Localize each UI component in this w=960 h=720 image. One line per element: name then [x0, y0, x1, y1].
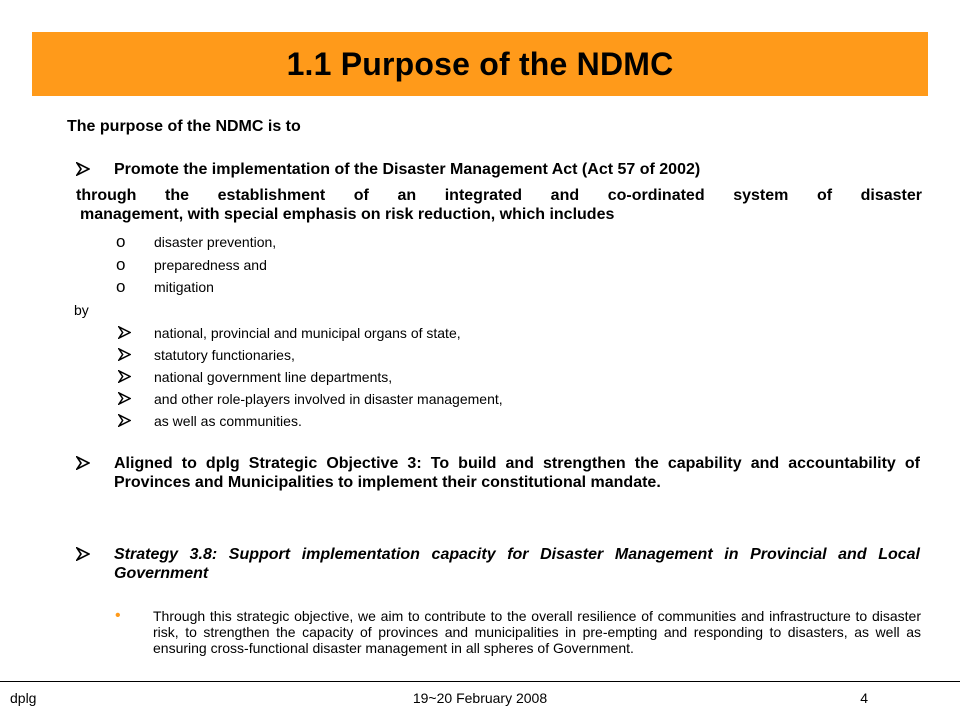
paragraph-line-1: through the establishment of an integrated and co-ordinated system of disaster	[76, 187, 922, 204]
bullet-promote	[76, 161, 920, 179]
by-item-text: national government line departments,	[154, 369, 393, 385]
intro-text: The purpose of the NDMC is to	[67, 118, 301, 135]
page-number: 4	[860, 690, 868, 706]
title-bar	[32, 32, 928, 96]
bullet-note	[115, 608, 921, 656]
footer-date: 19~20 February 2008	[412, 690, 548, 706]
by-item	[118, 325, 461, 341]
sub-item	[116, 234, 276, 250]
by-item	[118, 347, 295, 363]
by-item-text: as well as communities.	[154, 413, 302, 429]
sub-item-text: preparedness and	[154, 257, 267, 273]
by-item-text: and other role-players involved in disaster management,	[154, 391, 503, 407]
arrow-bullet-icon	[118, 326, 131, 339]
slide-title: 1.1 Purpose of the NDMC	[286, 45, 674, 82]
circle-bullet-icon: o	[116, 277, 126, 296]
sub-item	[116, 257, 267, 273]
paragraph-line-2: management, with special emphasis on risk reduction, which includes	[80, 206, 615, 223]
arrow-bullet-icon	[118, 414, 131, 427]
by-item	[118, 391, 503, 407]
arrow-bullet-icon	[118, 348, 131, 361]
by-label: by	[74, 302, 89, 318]
by-item-text: statutory functionaries,	[154, 347, 295, 363]
sub-item	[116, 279, 214, 295]
footer-org: dplg	[10, 690, 37, 706]
circle-bullet-icon: o	[116, 255, 126, 274]
note-text: Through this strategic objective, we aim to contribute to the overall resilience of communities and infrastructure to disaster risk, to strengthen the capacity of provinces and municipalities in pre-empting and responding to disasters, as well as ensuring cross-functional disaster management in all spheres of Government.	[153, 608, 921, 656]
bullet-objective	[76, 454, 920, 492]
objective-text: Aligned to dplg Strategic Objective 3: To build and strengthen the capability and accountability of Provinces and Municipalities to implement their constitutional mandate.	[114, 455, 920, 491]
dot-bullet-icon: •	[115, 607, 121, 624]
by-item-text: national, provincial and municipal organs of state,	[154, 325, 461, 341]
paragraph	[76, 186, 922, 224]
bullet-promote-text: Promote the implementation of the Disaster Management Act (Act 57 of 2002)	[114, 161, 701, 178]
arrow-bullet-icon	[118, 370, 131, 383]
arrow-bullet-icon	[76, 456, 90, 470]
sub-item-text: mitigation	[154, 279, 214, 295]
by-item	[118, 369, 392, 385]
circle-bullet-icon: o	[116, 232, 126, 251]
footer-divider	[0, 681, 960, 682]
strategy-text: Strategy 3.8: Support implementation capacity for Disaster Management in Provincial and Local Government	[114, 546, 920, 582]
arrow-bullet-icon	[76, 162, 90, 176]
arrow-bullet-icon	[118, 392, 131, 405]
by-item	[118, 413, 302, 429]
bullet-strategy	[76, 545, 920, 583]
arrow-bullet-icon	[76, 547, 90, 561]
sub-item-text: disaster prevention,	[154, 234, 277, 250]
